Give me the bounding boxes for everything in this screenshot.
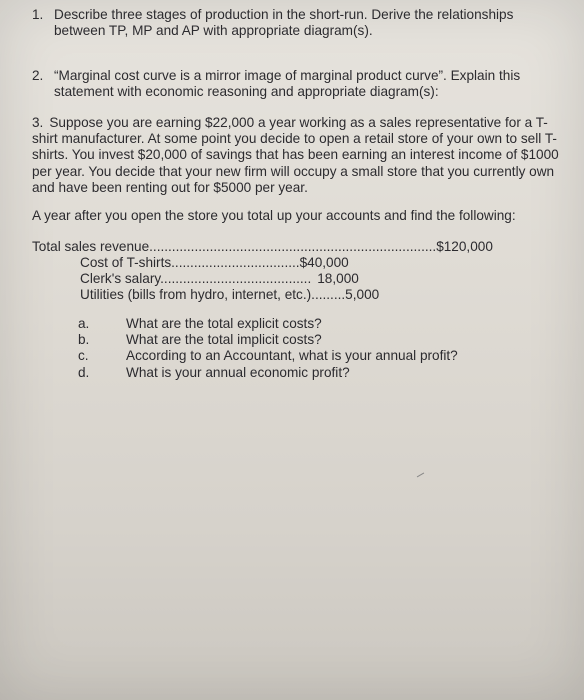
sub-question-text: What is your annual economic profit? [126,364,350,380]
account-cost-tshirts [80,255,349,271]
account-clerk-salary [80,271,359,287]
leader-dots: ............................................................................ [149,239,437,254]
accounts-intro: A year after you open the store you total up your accounts and find the following: [32,208,516,223]
question-number: 2. [32,68,44,83]
account-value: 5,000 [345,287,380,302]
sub-question-text: What are the total explicit costs? [126,316,322,331]
question-3 [32,115,562,196]
account-value: 18,000 [317,271,359,286]
account-label: Clerk's salary [80,271,161,286]
account-total-sales [32,239,493,255]
leader-dots: ......... [311,287,346,302]
sub-question-letter: a. [78,316,90,331]
account-value: $40,000 [299,255,349,270]
question-text: Describe three stages of production in the short-run. Derive the relationships between TP, MP and AP with appropriate diagram(s). [54,7,514,39]
account-value: $120,000 [436,239,493,254]
sub-question-letter: d. [78,364,90,380]
account-label: Cost of T-shirts [80,255,172,270]
sub-question-text: According to an Accountant, what is your annual profit? [126,348,458,364]
question-2 [32,68,562,100]
question-number: 3. [32,115,44,130]
pen-mark [417,472,427,482]
question-1 [32,7,562,39]
account-utilities [80,287,379,303]
leader-dots: ........................................ [160,271,312,286]
sub-question-text: What are the total implicit costs? [126,332,322,348]
leader-dots: .................................. [171,255,300,270]
question-text: Suppose you are earning $22,000 a year working as a sales representative for a T-shirt manufacturer. At some point you decide to open a retail store of your own to sell T-shirts. You invest $20,000 of savings that has been earning an interest income of $1000 per year. You decide that your new firm will occupy a small store that you currently own and have been renting out for $5000 per year. [32,115,559,195]
sub-question-letter: b. [78,332,90,348]
account-label: Total sales revenue [32,239,150,254]
account-label: Utilities (bills from hydro, internet, etc.) [80,287,312,302]
question-number: 1. [32,7,44,22]
sub-question-letter: c. [78,348,89,364]
question-text: “Marginal cost curve is a mirror image of marginal product curve”. Explain this statement with economic reasoning and appropriate diagram(s): [54,68,521,100]
